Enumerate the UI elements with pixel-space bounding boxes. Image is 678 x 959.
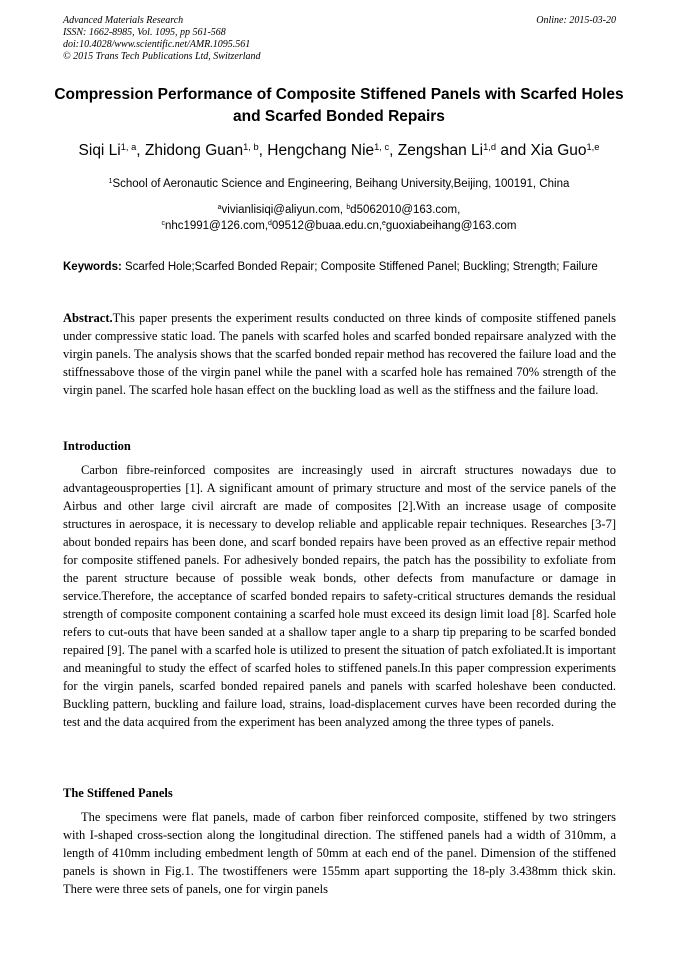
issn-line: ISSN: 1662-8985, Vol. 1095, pp 561-568	[63, 27, 226, 38]
author-name: Siqi Li	[78, 142, 121, 159]
paper-title: Compression Performance of Composite Stiffened Panels with Scarfed Holes and Scarfed Bonded Repairs	[54, 86, 624, 125]
email-line-1	[20, 202, 658, 218]
author-emails	[20, 202, 658, 234]
affiliation-text: School of Aeronautic Science and Engineering, Beihang University,Beijing, 100191, China	[112, 178, 570, 190]
keywords-label: Keywords:	[63, 261, 122, 273]
author-name: Zengshan Li	[397, 142, 484, 159]
author-affil-mark: 1, a	[120, 141, 137, 152]
author-affil-mark: 1, c	[374, 141, 390, 152]
author-name: Hengchang Nie	[267, 142, 375, 159]
email-line-2	[20, 218, 658, 234]
affiliation	[20, 176, 658, 192]
introduction-paragraph: Carbon fibre-reinforced composites are increasingly used in aircraft structures nowadays due to advantageousproperties [1]. A significant amount of primary structure and most of the service panels of the Airbus and other large civil aircraft are made of composites [2].With an increase usage of composite structures in aerospace, it is necessary to develop reliable and applicable repair techniques. Researches [3-7] about bonded repairs has been done, and scarf bonded repairs have been proved as an effective repair method for composite stiffened panels. For adhesively bonded repairs, the patch has the possibility to exfoliate from the parent structure because of possible weak bonds, other defects from manufacture or damage in service.Therefore, the acceptance of scarfed bonded repairs to safety-critical structures demands the residual strength of composite component containing a scarfed hole must exceed its design limit load [8]. Scarfed hole refers to cut-outs that have been sanded at a shallow taper angle to a sharp tip preparing to be scarfed bonded repaired [9]. The panel with a scarfed hole is utilized to present the situation of patch exfoliated.It is important and meaningful to study the effect of scarfed holes to stiffened panels.In this paper compression experiments for the virgin panels, scarfed bonded repaired panels and panels with scarfed holeshave been conducted. Buckling pattern, buckling and failure load, strains, load-displacement curves have been recorded during the test and the data acquired from the experiment has been analyzed among the three types of panels.	[63, 463, 616, 729]
email-mark: e	[382, 220, 386, 228]
journal-name: Advanced Materials Research	[63, 15, 184, 26]
abstract	[63, 309, 616, 399]
section-heading-introduction: Introduction	[63, 439, 131, 453]
email-b[interactable]: d5062010@163.com,	[350, 204, 461, 216]
author-affil-mark: 1, b	[243, 141, 259, 152]
email-mark: c	[161, 220, 165, 228]
email-e[interactable]: guoxiabeihang@163.com	[385, 220, 517, 232]
author-separator: and	[496, 142, 531, 159]
copyright-line: © 2015 Trans Tech Publications Ltd, Switzerland	[63, 51, 261, 62]
email-a[interactable]: vivianlisiqi@aliyun.com,	[221, 204, 347, 216]
author-list	[20, 140, 658, 162]
affiliation-mark: 1	[108, 178, 113, 186]
doi-line: doi:10.4028/www.scientific.net/AMR.1095.561	[63, 39, 251, 50]
author-affil-mark: 1,d	[483, 141, 497, 152]
journal-header	[63, 15, 616, 63]
keywords	[63, 259, 616, 275]
email-mark: a	[217, 204, 222, 212]
online-date: Online: 2015-03-20	[536, 15, 616, 26]
section-heading-stiffened-panels: The Stiffened Panels	[63, 786, 173, 800]
stiffened-panels-paragraph: The specimens were flat panels, made of carbon fiber reinforced composite, stiffened by two stringers with I-shaped cross-section along the longitudinal direction. The stiffened panels had a width of 310mm, a length of 410mm including embedment length of 50mm at each end of the panel. Dimension of the stiffened panels is shown in Fig.1. The twostiffeners were 155mm apart supporting the 18-ply 3.438mm thick skin. There were three sets of panels, one for virgin panels	[63, 810, 616, 896]
abstract-label: Abstract.	[63, 311, 113, 325]
abstract-text: This paper presents the experiment results conducted on three kinds of composite stiffened panels under compressive static load. The panels with scarfed holes and scarfed bonded repairsare analyzed with the virgin panels. The analysis shows that the scarfed bonded repair method has recovered the failure load and the stiffnessabove those of the virgin panel while the panel with a scarfed hole has remained 70% strength of the virgin panel. The scarfed hole hasan effect on the buckling load as well as the stiffness and the failure load.	[63, 311, 616, 397]
author-name: Zhidong Guan	[144, 142, 244, 159]
author-affil-mark: 1,e	[586, 141, 600, 152]
keywords-text: Scarfed Hole;Scarfed Bonded Repair; Composite Stiffened Panel; Buckling; Strength; Failure	[121, 261, 598, 273]
email-mark: d	[268, 220, 272, 228]
author-name: Xia Guo	[530, 142, 587, 159]
email-c[interactable]: nhc1991@126.com,	[164, 220, 269, 232]
author-separator: ,	[136, 142, 145, 159]
author-separator: ,	[258, 142, 268, 159]
author-separator: ,	[389, 142, 398, 159]
email-mark: b	[346, 204, 351, 212]
email-d[interactable]: 09512@buaa.edu.cn,	[271, 220, 383, 232]
